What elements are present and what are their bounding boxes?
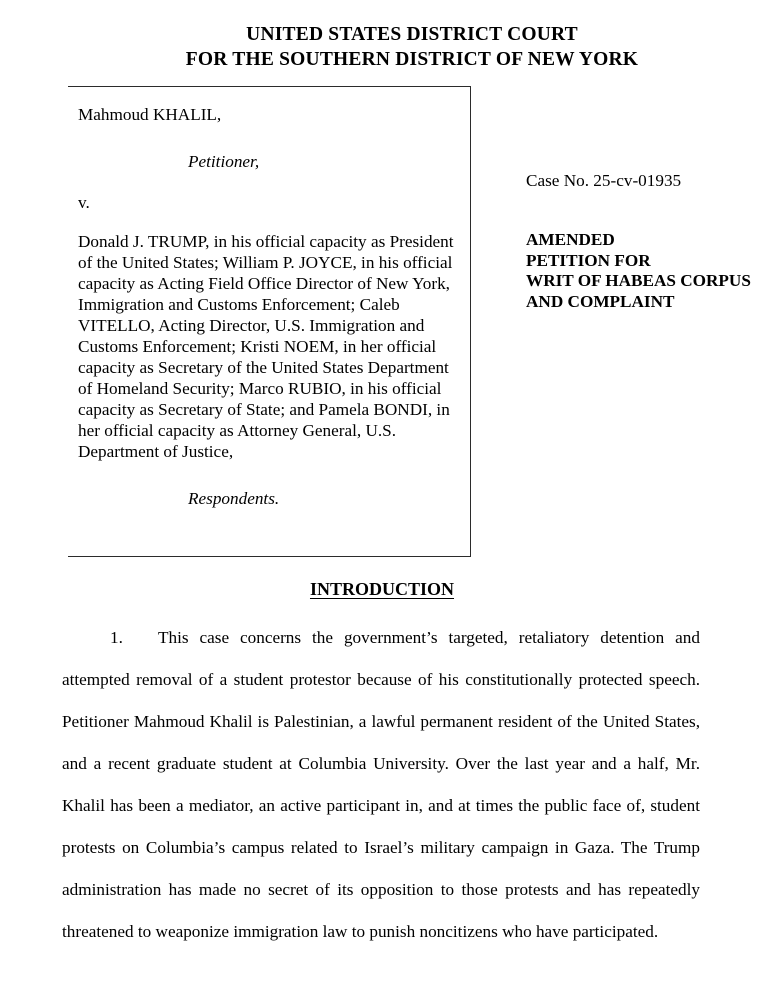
document-title-line-3: WRIT OF HABEAS CORPUS: [526, 271, 751, 290]
case-caption: [0, 86, 780, 561]
case-number: Case No. 25-cv-01935: [526, 171, 682, 190]
court-header: [62, 22, 762, 72]
document-title-line-1: AMENDED: [526, 230, 615, 249]
paragraph-1: [62, 617, 700, 953]
respondents-role-label: Respondents.: [188, 489, 280, 508]
caption-spacer: [78, 125, 458, 151]
court-header-line-2: FOR THE SOUTHERN DISTRICT OF NEW YORK: [185, 49, 639, 70]
introduction-body: [62, 617, 700, 953]
caption-spacer: [78, 462, 458, 488]
document-title-line-4: AND COMPLAINT: [526, 291, 675, 311]
document-title-line-2: PETITION FOR: [526, 250, 651, 270]
petitioner-name: Mahmoud KHALIL,: [78, 105, 222, 124]
document-title: [526, 230, 776, 312]
section-heading-introduction: [62, 577, 702, 601]
petitioner-role-label: Petitioner,: [188, 152, 260, 171]
paragraph-1-text: This case concerns the government’s targeted, retaliatory detention and attempted removal of a student protestor because of his constitutionally protected speech. Petitioner Mahmoud Khalil is Palestinian, a lawful permanent resident of the United States, and a recent graduate student at Columbia University. Over the last year and a half, Mr. Khalil has been a mediator, an active participant in, and at times the public face of, student protests on Columbia’s campus related to Israel’s military campaign in Gaza. The Trump administration has made no secret of its opposition to those protests and has repeatedly threatened to weaponize immigration law to punish noncitizens who have participated.: [62, 628, 700, 941]
section-heading-text: INTRODUCTION: [309, 579, 455, 599]
respondents-list: Donald J. TRUMP, in his official capacity as President of the United States; William P. JOYCE, in his official capacity as Acting Field Office Director of New York, Immigration and Customs Enforcement; Caleb VITELLO, Acting Director, U.S. Immigration and Customs Enforcement; Kristi NOEM, in her official capacity as Secretary of the United States Department of Homeland Security; Marco RUBIO, in his official capacity as Secretary of State; and Pamela BONDI, in her official capacity as Attorney General, U.S. Department of Justice,: [78, 232, 454, 461]
caption-spacer: [78, 172, 458, 192]
caption-spacer: [78, 213, 458, 231]
paragraph-1-number: 1.: [110, 628, 123, 647]
court-header-line-1: UNITED STATES DISTRICT COURT: [246, 24, 578, 45]
versus-label: v.: [78, 193, 90, 212]
caption-parties: [78, 104, 458, 509]
